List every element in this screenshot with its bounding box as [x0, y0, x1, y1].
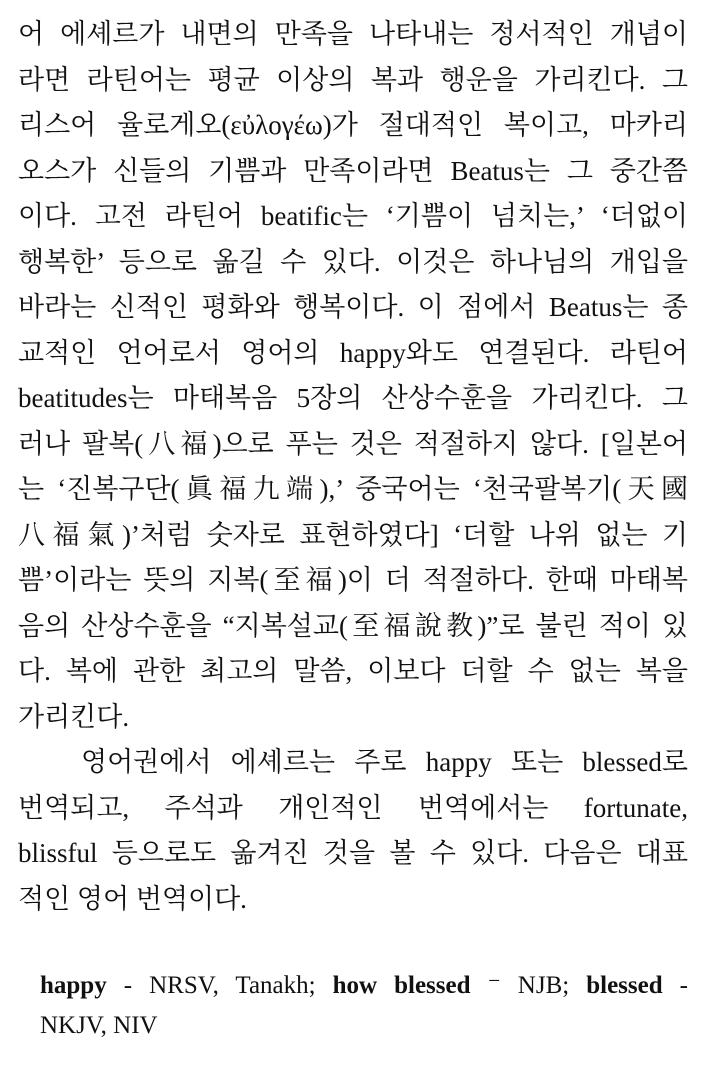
- document-body: [18, 12, 688, 922]
- translation-sources: NRSV, Tanakh;: [149, 972, 333, 999]
- translation-line: [40, 966, 688, 1006]
- text-line: 어 에셰르가 내면의 만족을 나타내는 정서적인 개념이: [18, 19, 688, 49]
- text-line: 다. 복에 관한 최고의 말씀, 이보다 더할 수 없는 복을: [18, 656, 688, 686]
- text-line: 교적인 언어로서 영어의 happy와도 연결된다. 라틴어: [18, 337, 688, 368]
- text-line: blissful 등으로도 옮겨진 것을 볼 수 있다. 다음은 대표: [18, 838, 688, 868]
- translation-term: happy: [40, 972, 107, 999]
- text-line: 八福氣)’처럼 숫자로 표현하였다] ‘더할 나위 없는 기: [18, 519, 688, 550]
- translation-sources: NKJV, NIV: [40, 1012, 158, 1039]
- translation-separator: -: [662, 972, 688, 999]
- text-line: beatitudes는 마태복음 5장의 산상수훈을 가리킨다. 그: [18, 383, 688, 413]
- text-line: 이다. 고전 라틴어 beatific는 ‘기쁨이 넘치는,’ ‘더없이: [18, 201, 688, 231]
- translation-term: how blessed: [332, 972, 471, 999]
- text-line: 라면 라틴어는 평균 이상의 복과 행운을 가리킨다. 그: [18, 64, 688, 95]
- text-line: 행복한’ 등으로 옮길 수 있다. 이것은 하나님의 개입을: [18, 246, 688, 277]
- text-line: 리스어 율로게오(εὐλογέω)가 절대적인 복이고, 마카리: [18, 110, 688, 140]
- text-line: 는 ‘진복구단(眞福九端),’ 중국어는 ‘천국팔복기(天國: [18, 474, 688, 504]
- translation-separator: ⁻: [470, 972, 518, 999]
- text-line: 번역되고, 주석과 개인적인 번역에서는 fortunate,: [18, 792, 688, 823]
- text-line: 쁨’이라는 뜻의 지복(至福)이 더 적절하다. 한때 마태복: [18, 565, 688, 595]
- text-line: 적인 영어 번역이다.: [18, 883, 247, 914]
- text-line: 영어권에서 에셰르는 주로 happy 또는 blessed로: [81, 747, 688, 777]
- translation-line: [40, 1006, 688, 1046]
- text-line: 바라는 신적인 평화와 행복이다. 이 점에서 Beatus는 종: [18, 292, 688, 322]
- translation-separator: -: [106, 972, 150, 999]
- translation-term: blessed: [586, 972, 663, 999]
- text-line: 러나 팔복(八福)으로 푸는 것은 적절하지 않다. [일본어: [18, 428, 688, 459]
- text-line: 오스가 신들의 기쁨과 만족이라면 Beatus는 그 중간쯤: [18, 155, 688, 186]
- translation-list: [40, 966, 688, 1046]
- text-line: 가리킨다.: [18, 701, 130, 732]
- text-line: 음의 산상수훈을 “지복설교(至福說教)”로 불린 적이 있: [18, 610, 688, 641]
- translation-sources: NJB;: [517, 972, 587, 999]
